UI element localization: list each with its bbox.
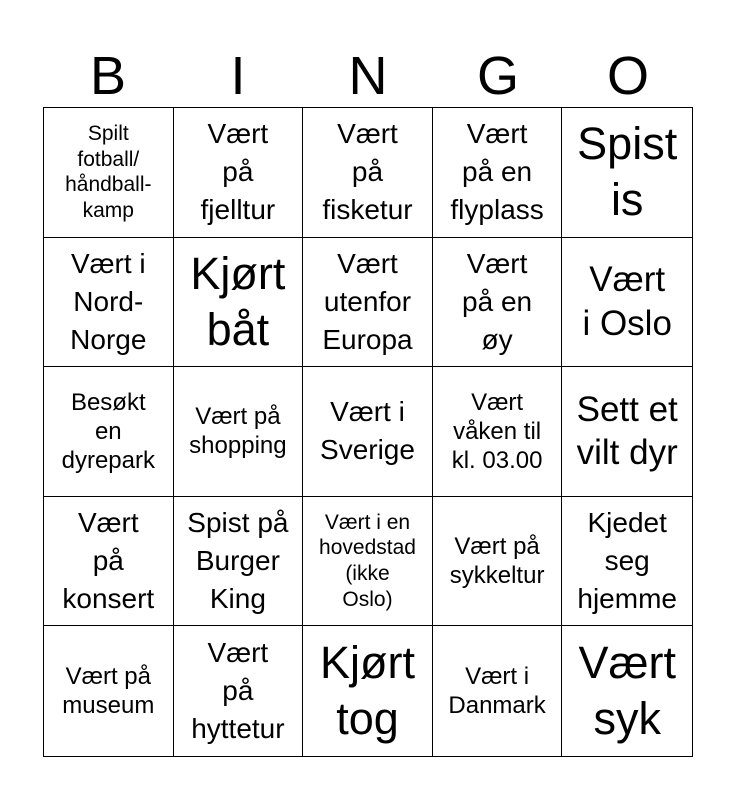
bingo-cell-text: Vært syk (578, 636, 676, 745)
bingo-cell-text: Vært utenfor Europa (322, 247, 413, 355)
header-letter-g: G (476, 46, 519, 106)
bingo-cell-r1-c2[interactable] (174, 108, 304, 238)
bingo-cell-r2-c3[interactable] (303, 238, 433, 368)
bingo-cell-text: Vært på sykkeltur (449, 532, 545, 590)
bingo-cell-r3-c4[interactable] (433, 367, 563, 497)
bingo-cell-text: Vært på museum (62, 662, 155, 720)
bingo-cell-r5-c1[interactable] (44, 626, 174, 756)
bingo-cell-r3-c1[interactable] (44, 367, 174, 497)
bingo-cell-r5-c2[interactable] (174, 626, 304, 756)
bingo-cell-text: Kjørt tog (319, 636, 415, 745)
header-letter-i: I (230, 46, 246, 106)
bingo-cell-text: Vært på fisketur (322, 118, 413, 226)
bingo-cell-text: Kjørt båt (190, 247, 286, 355)
bingo-header (43, 44, 693, 108)
bingo-cell-text: Spist is (577, 118, 678, 226)
bingo-cell-r1-c1[interactable] (44, 108, 174, 238)
bingo-cell-text: Vært på hyttetur (191, 637, 285, 745)
bingo-cell-r1-c4[interactable] (433, 108, 563, 238)
bingo-cell-r2-c2[interactable] (174, 238, 304, 368)
bingo-cell-r4-c3[interactable] (303, 497, 433, 627)
bingo-cell-text: Vært våken til kl. 03.00 (451, 388, 543, 475)
bingo-cell-r4-c2[interactable] (174, 497, 304, 627)
bingo-cell-text: Vært på fjelltur (200, 118, 276, 226)
bingo-cell-text: Vært i en hovedstad (ikke Oslo) (319, 510, 416, 611)
bingo-cell-r4-c1[interactable] (44, 497, 174, 627)
bingo-cell-text: Vært i Nord- Norge (70, 247, 147, 355)
bingo-cell-r5-c5[interactable] (562, 626, 692, 756)
header-letter-o: O (606, 46, 649, 106)
bingo-cell-text: Spilt fotball/ håndball- kamp (65, 122, 152, 222)
bingo-cell-r3-c3[interactable] (303, 367, 433, 497)
bingo-cell-text: Vært i Danmark (448, 662, 546, 720)
bingo-cell-text: Vært på en øy (462, 247, 533, 355)
header-letter-n: N (348, 46, 388, 106)
bingo-cell-text: Vært i Sverige (320, 396, 415, 466)
bingo-cell-r2-c4[interactable] (433, 238, 563, 368)
bingo-cell-text: Besøkt en dyrepark (61, 388, 155, 475)
bingo-cell-text: Vært på en flyplass (450, 118, 544, 226)
bingo-cell-r2-c1[interactable] (44, 238, 174, 368)
bingo-cell-r1-c5[interactable] (562, 108, 692, 238)
bingo-cell-r3-c5[interactable] (562, 367, 692, 497)
header-letter-b: B (89, 46, 127, 106)
bingo-board (43, 107, 693, 757)
bingo-cell-r2-c5[interactable] (562, 238, 692, 368)
bingo-cell-r5-c3[interactable] (303, 626, 433, 756)
bingo-cell-text: Kjedet seg hjemme (577, 506, 677, 615)
bingo-cell-text: Vært på konsert (62, 506, 155, 615)
bingo-cell-r1-c3[interactable] (303, 108, 433, 238)
bingo-cell-r4-c4[interactable] (433, 497, 563, 627)
bingo-cell-r3-c2[interactable] (174, 367, 304, 497)
bingo-cell-text: Sett et vilt dyr (576, 389, 678, 473)
bingo-cell-r5-c4[interactable] (433, 626, 563, 756)
bingo-cell-text: Vært på shopping (189, 403, 287, 460)
bingo-cell-text: Spist på Burger King (187, 506, 289, 615)
bingo-cell-r4-c5[interactable] (562, 497, 692, 627)
bingo-cell-text: Vært i Oslo (582, 260, 672, 343)
